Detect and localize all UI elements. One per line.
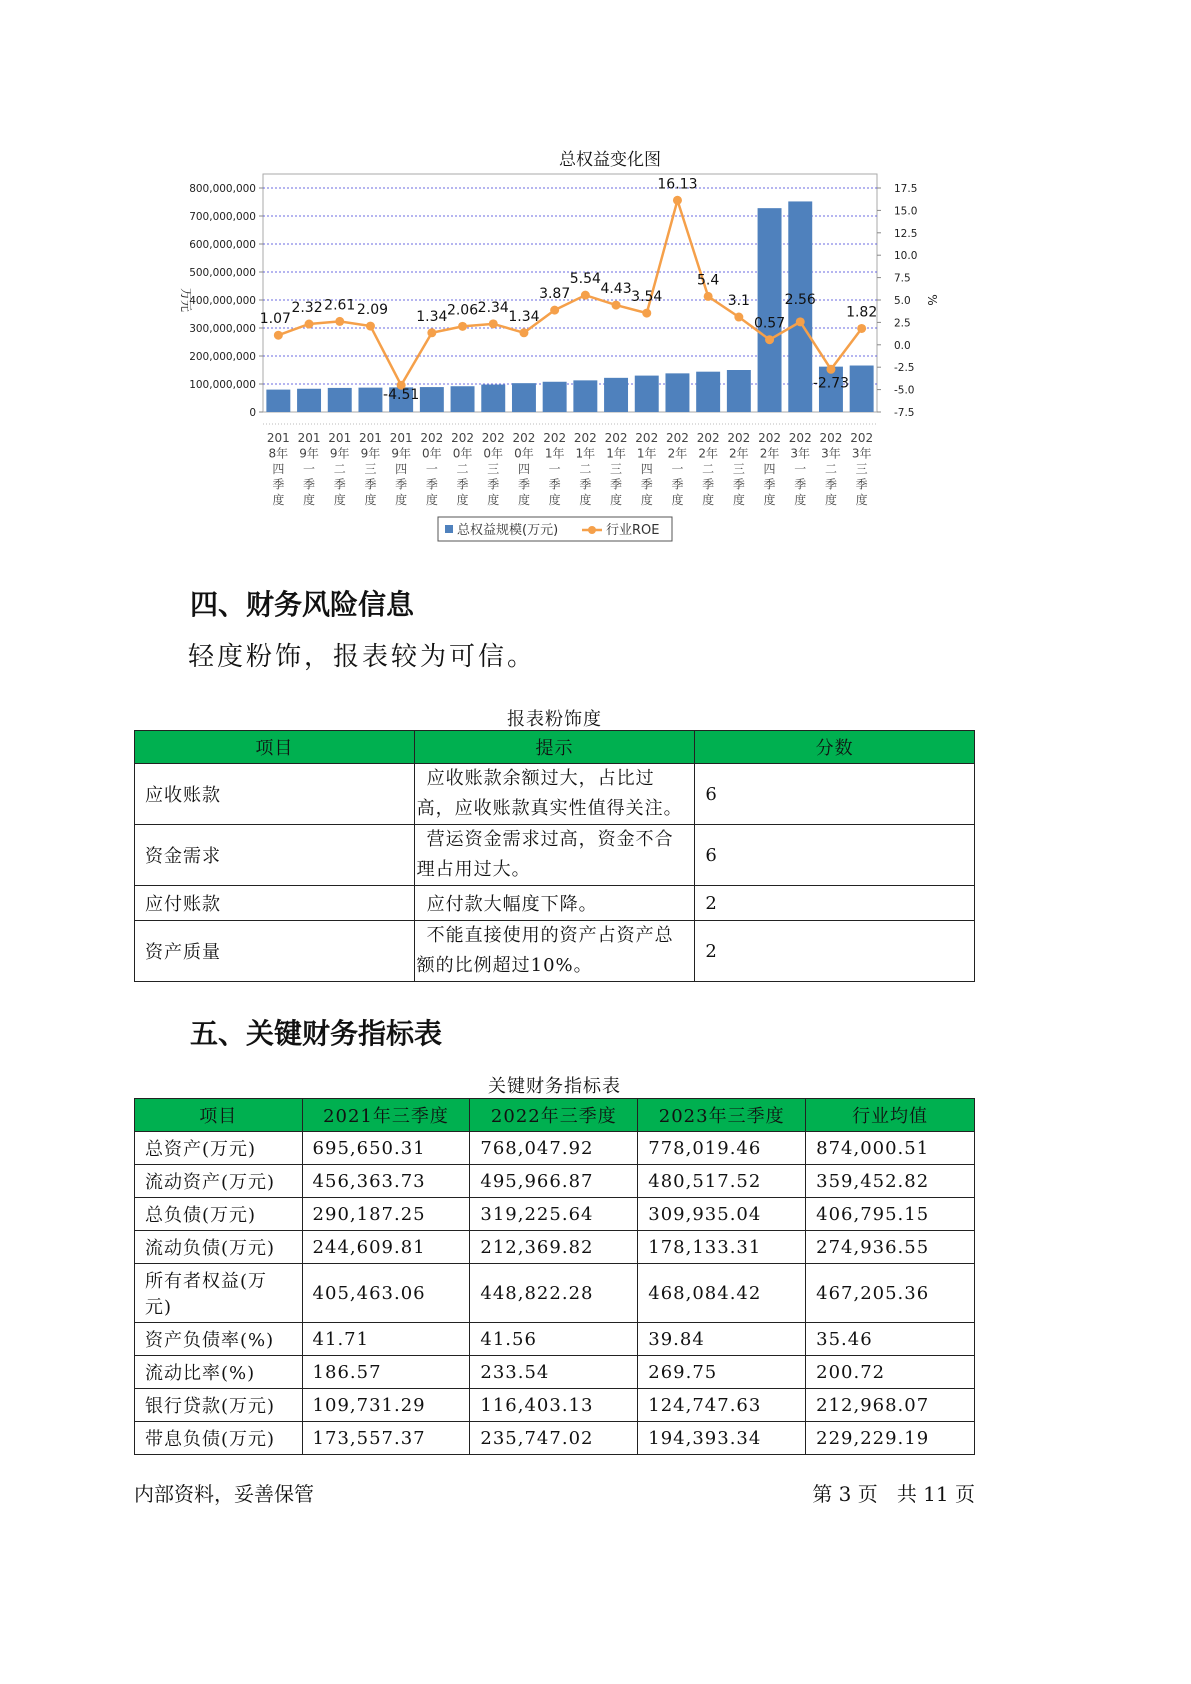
legend-line-marker xyxy=(588,526,596,534)
risk-item: 应收账款 xyxy=(135,764,415,825)
kpi-value: 212,968.07 xyxy=(806,1389,975,1422)
x-tick-label: 201 9年一季度 xyxy=(297,431,321,507)
bar xyxy=(604,378,628,412)
x-tick-label: 201 8年四季度 xyxy=(266,431,290,507)
kpi-item: 流动比率(%) xyxy=(135,1356,303,1389)
roe-point xyxy=(274,331,283,340)
risk-score: 2 xyxy=(695,886,975,921)
roe-point xyxy=(734,313,743,322)
kpi-value: 456,363.73 xyxy=(302,1165,470,1198)
roe-data-label: 16.13 xyxy=(657,176,698,193)
x-tick-label: 202 2年二季度 xyxy=(696,431,720,507)
section4-heading: 四、财务风险信息 xyxy=(190,588,415,621)
kpi-item: 流动负债(万元) xyxy=(135,1231,303,1264)
kpi-value: 41.71 xyxy=(302,1323,470,1356)
table-row xyxy=(135,764,975,825)
kpi-header-2: 2022年三季度 xyxy=(470,1099,638,1132)
left-tick-label: 200,000,000 xyxy=(189,351,256,363)
kpi-value: 39.84 xyxy=(638,1323,806,1356)
roe-data-label: 2.34 xyxy=(477,299,509,316)
bar xyxy=(573,380,597,412)
right-tick-label: 2.5 xyxy=(894,317,911,330)
kpi-table xyxy=(134,1098,975,1455)
bar xyxy=(481,385,505,412)
header-hint: 提示 xyxy=(414,731,695,764)
kpi-value: 359,452.82 xyxy=(806,1165,975,1198)
roe-point xyxy=(335,317,344,326)
kpi-value: 480,517.52 xyxy=(638,1165,806,1198)
kpi-value: 35.46 xyxy=(806,1323,975,1356)
left-tick-label: 800,000,000 xyxy=(189,183,256,195)
x-tick-label: 202 0年一季度 xyxy=(420,431,444,507)
bar xyxy=(543,382,567,412)
kpi-value: 778,019.46 xyxy=(638,1132,806,1165)
legend-line-label: 行业ROE xyxy=(606,523,660,538)
roe-data-label: 2.61 xyxy=(324,297,356,314)
roe-point xyxy=(458,322,467,331)
kpi-value: 109,731.29 xyxy=(302,1389,470,1422)
x-tick-label: 202 2年四季度 xyxy=(758,431,782,507)
kpi-value: 319,225.64 xyxy=(470,1198,638,1231)
left-tick-label: 500,000,000 xyxy=(189,267,256,279)
roe-point xyxy=(796,317,805,326)
right-tick-label: 10.0 xyxy=(894,250,918,263)
table-row xyxy=(135,1389,975,1422)
footer-confidential: 内部资料，妥善保管 xyxy=(134,1482,314,1506)
roe-data-label: 2.06 xyxy=(446,302,479,319)
x-tick-label: 202 1年四季度 xyxy=(635,431,659,507)
header-item: 项目 xyxy=(135,731,415,764)
kpi-value: 495,966.87 xyxy=(470,1165,638,1198)
roe-data-label: 2.09 xyxy=(356,302,389,319)
kpi-header-1: 2021年三季度 xyxy=(302,1099,470,1132)
x-tick-label: 202 1年三季度 xyxy=(604,431,628,507)
chart-title: 总权益变化图 xyxy=(559,150,661,170)
bar xyxy=(696,372,720,412)
kpi-value: 467,205.36 xyxy=(806,1264,975,1323)
roe-data-label: 5.54 xyxy=(569,271,601,288)
kpi-item: 总负债(万元) xyxy=(135,1198,303,1231)
right-tick-label: 7.5 xyxy=(894,272,911,285)
kpi-table-caption: 关键财务指标表 xyxy=(488,1076,621,1097)
table-row xyxy=(135,825,975,886)
bar xyxy=(328,388,352,412)
table-row xyxy=(135,1422,975,1455)
roe-point xyxy=(857,324,866,333)
roe-data-label: -2.73 xyxy=(812,375,850,392)
roe-data-label: 4.43 xyxy=(600,281,632,298)
kpi-value: 269.75 xyxy=(638,1356,806,1389)
left-tick-label: 300,000,000 xyxy=(189,323,256,335)
roe-data-label: -4.51 xyxy=(383,387,420,404)
x-tick-label: 202 1年二季度 xyxy=(573,431,597,507)
left-tick-label: 700,000,000 xyxy=(189,211,256,223)
kpi-value: 229,229.19 xyxy=(806,1422,975,1455)
table-row xyxy=(135,886,975,921)
kpi-value: 212,369.82 xyxy=(470,1231,638,1264)
kpi-item: 银行贷款(万元) xyxy=(135,1389,303,1422)
roe-data-label: 1.82 xyxy=(846,304,878,321)
x-tick-label: 201 9年三季度 xyxy=(358,431,382,507)
kpi-value: 468,084.42 xyxy=(638,1264,806,1323)
risk-item: 应付账款 xyxy=(135,886,415,921)
kpi-value: 695,650.31 xyxy=(302,1132,470,1165)
kpi-table-header xyxy=(135,1099,975,1132)
x-tick-label: 202 0年三季度 xyxy=(481,431,505,507)
roe-point xyxy=(427,328,436,337)
bar xyxy=(266,390,290,412)
right-tick-label: 5.0 xyxy=(894,295,911,307)
right-tick-label: -7.5 xyxy=(894,407,915,419)
roe-point xyxy=(673,196,682,205)
kpi-value: 235,747.02 xyxy=(470,1422,638,1455)
x-tick-label: 201 9年二季度 xyxy=(328,431,352,507)
bar xyxy=(665,373,689,412)
chart-svg xyxy=(170,135,1050,595)
legend-bar-label: 总权益规模(万元) xyxy=(457,523,559,538)
kpi-header-4: 行业均值 xyxy=(806,1099,975,1132)
roe-point xyxy=(642,309,651,318)
kpi-value: 290,187.25 xyxy=(302,1198,470,1231)
kpi-value: 406,795.15 xyxy=(806,1198,975,1231)
risk-summary: 轻度粉饰，报表较为可信。 xyxy=(188,642,537,672)
left-tick-label: 100,000,000 xyxy=(189,379,256,391)
kpi-value: 768,047.92 xyxy=(470,1132,638,1165)
x-tick-label: 202 0年二季度 xyxy=(451,431,475,507)
kpi-item: 流动资产(万元) xyxy=(135,1165,303,1198)
roe-point xyxy=(612,301,621,310)
bar xyxy=(358,388,382,412)
kpi-value: 309,935.04 xyxy=(638,1198,806,1231)
kpi-header-0: 项目 xyxy=(135,1099,303,1132)
roe-point xyxy=(704,292,713,301)
legend-bar-swatch xyxy=(445,525,453,533)
kpi-value: 448,822.28 xyxy=(470,1264,638,1323)
roe-data-label: 0.57 xyxy=(753,315,786,332)
risk-table-caption: 报表粉饰度 xyxy=(507,709,602,730)
left-axis-unit: 万元 xyxy=(179,287,193,313)
right-tick-label: -5.0 xyxy=(894,384,915,397)
roe-data-label: 1.34 xyxy=(508,308,540,325)
risk-hint: 营运资金需求过高，资金不合理占用过大。 xyxy=(414,825,695,886)
right-tick-label: 0.0 xyxy=(894,339,911,352)
left-tick-label: 400,000,000 xyxy=(189,295,256,307)
bar xyxy=(635,376,659,412)
kpi-item: 总资产(万元) xyxy=(135,1132,303,1165)
x-tick-label: 202 1年一季度 xyxy=(543,431,567,507)
roe-data-label: 2.32 xyxy=(291,300,323,317)
bar xyxy=(297,389,321,412)
kpi-value: 405,463.06 xyxy=(302,1264,470,1323)
kpi-value: 124,747.63 xyxy=(638,1389,806,1422)
kpi-value: 194,393.34 xyxy=(638,1422,806,1455)
table-row xyxy=(135,1165,975,1198)
bar xyxy=(512,383,536,412)
kpi-item: 资产负债率(%) xyxy=(135,1323,303,1356)
roe-point xyxy=(366,322,375,331)
kpi-value: 186.57 xyxy=(302,1356,470,1389)
right-tick-label: -2.5 xyxy=(894,362,915,375)
right-tick-label: 17.5 xyxy=(894,183,918,195)
roe-data-label: 1.07 xyxy=(259,311,291,328)
x-tick-label: 202 0年四季度 xyxy=(512,431,536,507)
left-tick-label: 0 xyxy=(249,407,256,419)
kpi-value: 116,403.13 xyxy=(470,1389,638,1422)
bar xyxy=(451,386,475,412)
risk-hint: 不能直接使用的资产占资产总额的比例超过10%。 xyxy=(414,921,695,982)
footer-page-number: 第 3 页 共 11 页 xyxy=(812,1482,975,1506)
roe-point xyxy=(519,328,528,337)
table-row xyxy=(135,1132,975,1165)
bar xyxy=(420,387,444,412)
table-row xyxy=(135,1264,975,1323)
kpi-value: 233.54 xyxy=(470,1356,638,1389)
risk-score: 2 xyxy=(695,921,975,982)
roe-point xyxy=(550,306,559,315)
bar xyxy=(758,208,782,412)
section5-heading: 五、关键财务指标表 xyxy=(190,1017,443,1050)
risk-hint: 应付款大幅度下降。 xyxy=(414,886,695,921)
right-tick-label: 15.0 xyxy=(894,205,918,218)
kpi-header-3: 2023年三季度 xyxy=(638,1099,806,1132)
x-tick-label: 202 2年一季度 xyxy=(665,431,689,507)
table-row xyxy=(135,921,975,982)
roe-data-label: 1.34 xyxy=(416,308,448,325)
roe-data-label: 3.54 xyxy=(631,289,663,306)
right-tick-label: 12.5 xyxy=(894,227,918,240)
kpi-value: 178,133.31 xyxy=(638,1231,806,1264)
risk-hint: 应收账款余额过大，占比过高，应收账款真实性值得关注。 xyxy=(414,764,695,825)
roe-data-label: 5.4 xyxy=(697,272,720,289)
risk-item: 资产质量 xyxy=(135,921,415,982)
kpi-value: 200.72 xyxy=(806,1356,975,1389)
right-axis-unit: % xyxy=(925,294,939,306)
table-row xyxy=(135,1231,975,1264)
kpi-value: 274,936.55 xyxy=(806,1231,975,1264)
kpi-value: 173,557.37 xyxy=(302,1422,470,1455)
roe-data-label: 3.87 xyxy=(539,286,571,303)
kpi-value: 41.56 xyxy=(470,1323,638,1356)
table-row xyxy=(135,1356,975,1389)
roe-data-label: 2.56 xyxy=(784,291,816,308)
risk-score: 6 xyxy=(695,764,975,825)
bar xyxy=(850,366,874,412)
kpi-item: 带息负债(万元) xyxy=(135,1422,303,1455)
roe-point xyxy=(581,291,590,300)
bar xyxy=(727,370,751,412)
risk-score: 6 xyxy=(695,825,975,886)
risk-item: 资金需求 xyxy=(135,825,415,886)
x-tick-label: 202 3年二季度 xyxy=(819,431,843,507)
left-tick-label: 600,000,000 xyxy=(189,239,256,251)
equity-chart xyxy=(170,135,1050,595)
header-score: 分数 xyxy=(695,731,975,764)
risk-table xyxy=(134,730,975,982)
x-tick-label: 202 3年三季度 xyxy=(850,431,874,507)
roe-point xyxy=(826,365,835,374)
x-tick-label: 202 2年三季度 xyxy=(727,431,751,507)
roe-point xyxy=(305,320,314,329)
roe-point xyxy=(489,319,498,328)
roe-point xyxy=(765,335,774,344)
risk-table-header xyxy=(135,731,975,764)
table-row xyxy=(135,1198,975,1231)
table-row xyxy=(135,1323,975,1356)
kpi-value: 244,609.81 xyxy=(302,1231,470,1264)
roe-data-label: 3.1 xyxy=(727,293,750,310)
x-tick-label: 202 3年一季度 xyxy=(788,431,812,507)
kpi-item: 所有者权益(万元) xyxy=(135,1264,303,1323)
x-tick-label: 201 9年四季度 xyxy=(389,431,413,507)
kpi-value: 874,000.51 xyxy=(806,1132,975,1165)
